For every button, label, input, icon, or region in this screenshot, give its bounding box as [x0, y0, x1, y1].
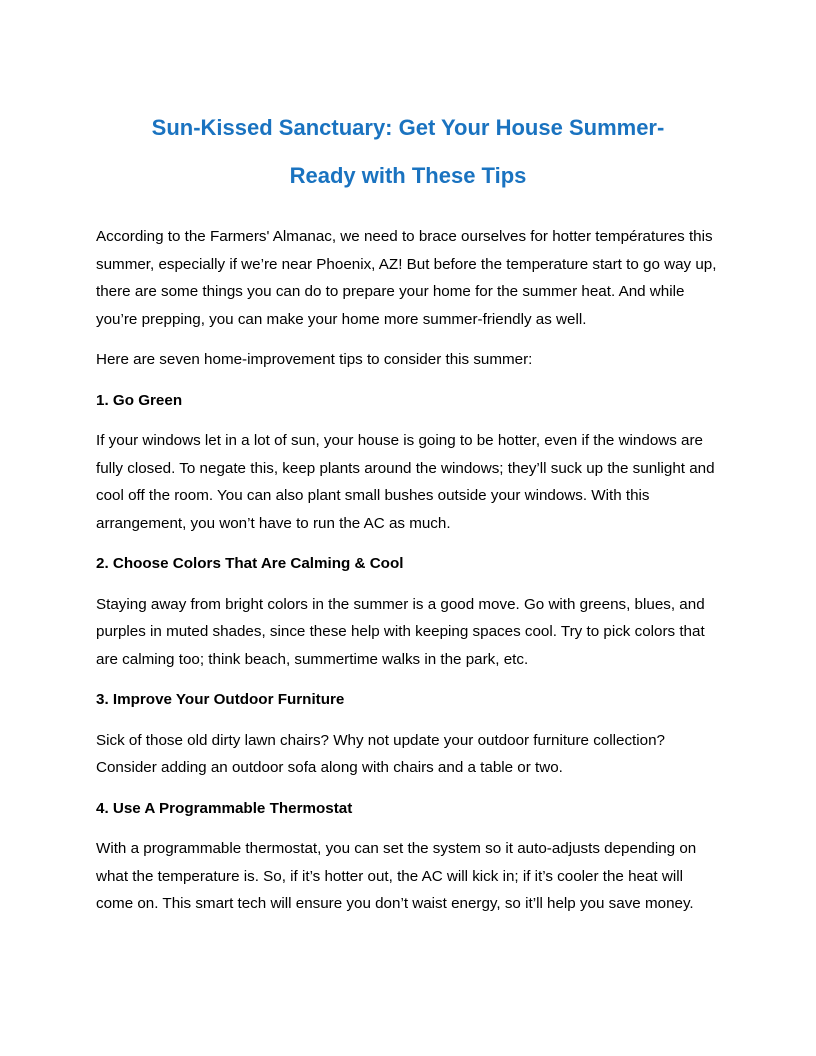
intro-lead-in: Here are seven home-improvement tips to consider this summer: [96, 351, 533, 368]
tip-body-3: Sick of those old dirty lawn chairs? Why not update your outdoor furniture collection? Consider adding an outdoor sofa along with chairs and a table or two. [96, 731, 665, 776]
document-page [96, 104, 720, 918]
tip-body-1: If your windows let in a lot of sun, your house is going to be hotter, even if the windows are fully closed. To negate this, keep plants around the windows; they’ll suck up the sunlight and cool off the room. You can also plant small bushes outside your windows. With this arrangement, you won’t have to run the AC as much. [96, 432, 715, 532]
tip-heading-1: 1. Go Green [96, 391, 183, 409]
tip-section-1 [96, 387, 720, 538]
tip-body-4: With a programmable thermostat, you can set the system so it auto-adjusts depending on what the temperature is. So, if it’s hotter out, the AC will kick in; if it’s cooler the heat will come on. This smart tech will ensure you don’t waist energy, so it’ll help you save money. [96, 840, 697, 912]
tip-section-3 [96, 686, 720, 782]
tip-heading-4: 4. Use A Programmable Thermostat [96, 799, 353, 817]
article-title-line-1: Sun-Kissed Sanctuary: Get Your House Summer- [151, 115, 665, 140]
article-title [96, 104, 720, 200]
article-title-line-2: Ready with These Tips [289, 163, 527, 188]
intro-paragraph: According to the Farmers' Almanac, we need to brace ourselves for hotter températures this summer, especially if we’re near Phoenix, AZ! But before the temperature start to go way up, there are some things you can do to prepare your home for the summer heat. And while you’re prepping, you can make your home more summer-friendly as well. [96, 228, 717, 328]
tip-section-2 [96, 550, 720, 673]
tip-heading-3: 3. Improve Your Outdoor Furniture [96, 691, 345, 708]
tip-body-2: Staying away from bright colors in the summer is a good move. Go with greens, blues, and purples in muted shades, since these help with keeping spaces cool. Try to pick colors that are calming too; think beach, summertime walks in the park, etc. [96, 595, 705, 668]
tip-heading-2: 2. Choose Colors That Are Calming & Cool [96, 555, 404, 572]
tip-section-4 [96, 795, 720, 918]
